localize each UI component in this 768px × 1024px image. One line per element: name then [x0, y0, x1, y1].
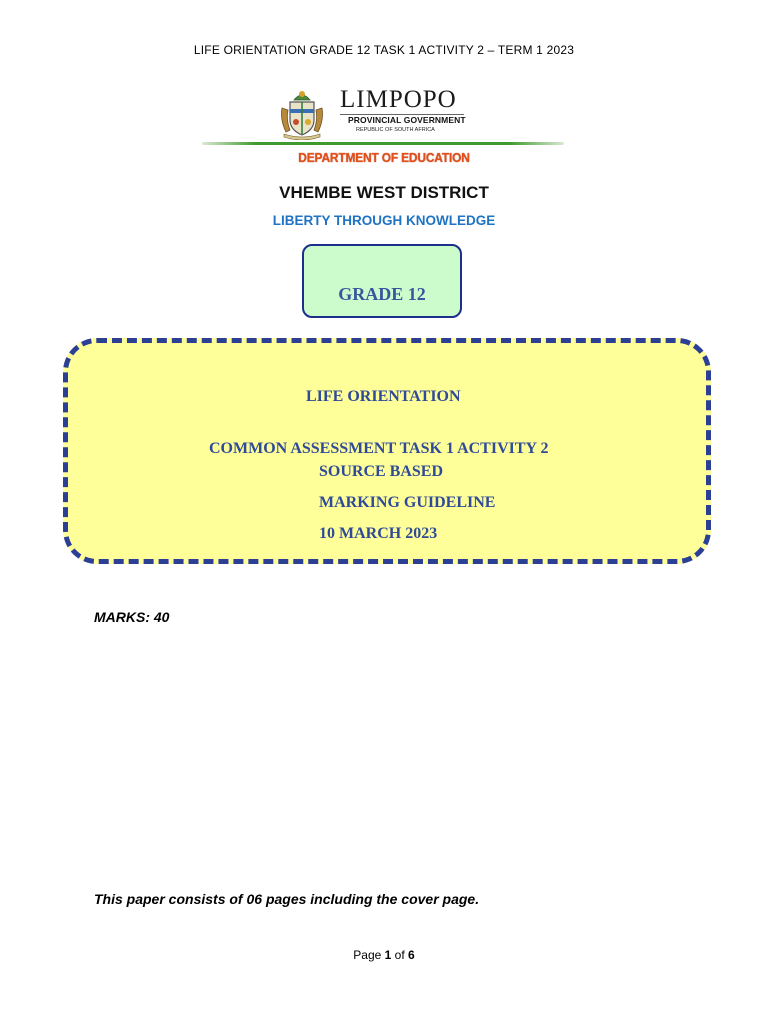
district-motto: LIBERTY THROUGH KNOWLEDGE	[272, 213, 496, 228]
grade-box	[302, 244, 462, 318]
coat-of-arms-icon	[276, 88, 328, 140]
running-header: LIFE ORIENTATION GRADE 12 TASK 1 ACTIVITY 2 – TERM 1 2023	[193, 43, 575, 57]
assessment-box	[63, 338, 711, 564]
task-title: COMMON ASSESSMENT TASK 1 ACTIVITY 2	[209, 440, 549, 457]
logo-subtitle: PROVINCIAL GOVERNMENT	[348, 115, 466, 125]
district-title: VHEMBE WEST DISTRICT	[279, 183, 489, 202]
total-marks: MARKS: 40	[94, 609, 170, 625]
page-footer	[0, 948, 768, 962]
footer-total-pages: 6	[408, 948, 415, 962]
document-type: MARKING GUIDELINE	[319, 494, 496, 511]
green-divider	[202, 142, 564, 145]
subject-title: LIFE ORIENTATION	[306, 388, 461, 405]
grade-label: GRADE 12	[338, 284, 426, 304]
task-type: SOURCE BASED	[319, 463, 444, 480]
logo-title: LIMPOPO	[340, 86, 457, 113]
pages-note: This paper consists of 06 pages including the cover page.	[94, 891, 480, 907]
department-name: DEPARTMENT OF EDUCATION	[298, 150, 470, 165]
footer-current-page: 1	[384, 948, 392, 962]
assessment-date: 10 MARCH 2023	[319, 525, 438, 542]
footer-prefix: Page	[353, 948, 385, 962]
logo-subsubtitle: REPUBLIC OF SOUTH AFRICA	[356, 127, 435, 133]
limpopo-logo	[276, 88, 466, 140]
footer-middle: of	[391, 948, 409, 962]
